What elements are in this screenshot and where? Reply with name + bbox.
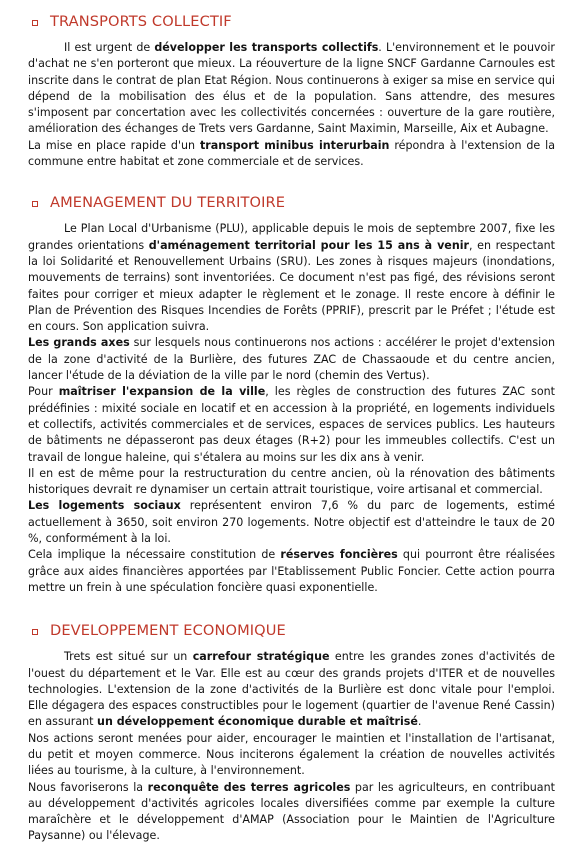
emphasis-text: développer les transports collectifs: [154, 41, 379, 54]
emphasis-text: transport minibus interurbain: [199, 138, 390, 152]
paragraph: [28, 221, 555, 335]
paragraph: [28, 384, 555, 465]
square-bullet-icon: [32, 629, 38, 635]
section-title: DEVELOPPEMENT ECONOMIQUE: [50, 621, 286, 639]
paragraph: [28, 138, 555, 171]
text-run: qui pourront être réalisées grâce aux aides financières apportées par l'Etablissement Public Foncier. Cette action pourra mettre un frein à une spéculation foncière quasi exponentielle.: [28, 548, 555, 594]
text-run: .: [417, 715, 422, 729]
paragraph: [28, 547, 555, 596]
text-run: entre les grandes zones d'activités de l'ouest du département et le Var. Elle est au cœur des grands projets d'ITER et de nouvelles technologies. L'extension de la zone d'activités de la Burlière est donc vitale pour l'emploi. Elle dégagera des espaces constructibles pour le logement (quartier de l'avenue René Cassin) en assurant: [28, 650, 555, 729]
square-bullet-icon: [32, 201, 38, 207]
text-run: Trets est situé sur un: [64, 650, 193, 664]
emphasis-text: maîtriser l'expansion de la ville: [58, 385, 266, 399]
section-transports: [28, 10, 555, 170]
paragraph: [28, 780, 555, 845]
emphasis-text: carrefour stratégique: [192, 650, 330, 664]
paragraph: [28, 649, 555, 730]
section-title: AMENAGEMENT DU TERRITOIRE: [50, 193, 286, 211]
section-developpement: [28, 619, 555, 845]
square-bullet-icon: [32, 20, 38, 26]
paragraph: [28, 731, 555, 780]
emphasis-text: un développement économique durable et maîtrisé: [97, 715, 418, 729]
text-run: répondra à l'extension de la commune entre habitat et zone commerciale et de services.: [28, 138, 556, 169]
paragraph: [28, 466, 555, 499]
text-run: sur lesquels nous continuerons nos actions : accélérer le projet d'extension de la zone d'activité de la Burlière, des futures ZAC de Chassaoude et du centre ancien, lancer l'étude de la déviation de la ville par le nord (chemin des Vertus).: [28, 336, 556, 383]
text-run: Nous favoriserons la: [28, 780, 148, 794]
emphasis-text: d'aménagement territorial pour les 15 ans à venir: [148, 238, 470, 252]
text-run: Il en est de même pour la restructuration du centre ancien, où la rénovation des bâtiments historiques devrait re dynamiser un certain attrait touristique, voire artisanal et commercial.: [28, 466, 555, 497]
section-heading: [32, 10, 555, 32]
paragraph: [28, 40, 555, 138]
text-run: Il est urgent de: [64, 41, 155, 54]
text-run: Pour: [28, 385, 59, 399]
text-run: Nos actions seront menées pour aider, encourager le maintien et l'installation de l'artisanat, du petit et moyen commerce. Nous inciterons également la création de nouvelles activités liées au tourisme, à la culture, à l'environnement.: [28, 731, 555, 778]
text-run: par les agriculteurs, en contribuant au développement d'activités agricoles locales diversifiées comme par exemple la culture maraîchère et le développement d'AMAP (Association pour le Maintien de l'Agriculture Paysanne) ou l'élevage.: [28, 780, 555, 843]
text-run: Le Plan Local d'Urbanisme (PLU), applicable depuis le mois de septembre 2007, fixe les grandes orientations: [28, 222, 555, 252]
text-run: , en respectant la loi Solidarité et Renouvellement Urbains (SRU). Les zones à risques majeurs (inondations, mouvements de terrains) sont inventoriées. Ce document n'est pas figé, des révisions seront faites pour corriger et mieux adapter le règlement et le zonage. Il reste encore à définir le Plan de Prévention des Risques Incendies de Forêts (PPRIF), prescrit par le Préfet ; l'étude est en cours. Son application suivra.: [28, 238, 555, 334]
section-heading: [32, 619, 555, 641]
emphasis-text: Les logements sociaux: [28, 499, 181, 513]
section-heading: [32, 191, 555, 213]
text-run: La mise en place rapide d'un: [28, 138, 200, 152]
emphasis-text: réserves foncières: [280, 548, 398, 562]
section-amenagement: [28, 191, 555, 596]
emphasis-text: reconquête des terres agricoles: [147, 780, 351, 794]
text-run: Cela implique la nécessaire constitution de: [28, 548, 281, 562]
paragraph: [28, 335, 555, 384]
emphasis-text: Les grands axes: [28, 336, 130, 350]
text-run: , les règles de construction des futures ZAC sont prédéfinies : mixité sociale en locatif et en accession à la propriété, en logements individuels et collectifs, activités commerciales et de services, espaces de services publics. Les hauteurs de bâtiments ne dépasseront pas deux étages (R+2) pour les immeubles collectifs. C'est un travail de longue haleine, qui s'étalera au moins sur les dix ans à venir.: [28, 385, 555, 464]
text-run: . L'environnement et le pouvoir d'achat ne s'en porteront que mieux. La réouverture de la ligne SNCF Gardanne Carnoules est inscrite dans le contrat de plan Etat Région. Nous continuerons à exiger sa mise en service qui dépend de la mobilisation des élus et de la population. Sans attendre, des mesures s'imposent par concertation avec les collectivités concernées : ouverture de la gare routière, amélioration des échanges de Trets vers Gardanne, Saint Maximin, Marseille, Aix et Aubagne.: [28, 41, 555, 136]
section-title: TRANSPORTS COLLECTIF: [50, 12, 232, 30]
text-run: représentent environ 7,6 % du parc de logements, estimé actuellement à 3650, soit environ 270 logements. Notre objectif est d'atteindre le taux de 20 %, conformément à la loi.: [28, 499, 555, 546]
paragraph: [28, 498, 555, 547]
